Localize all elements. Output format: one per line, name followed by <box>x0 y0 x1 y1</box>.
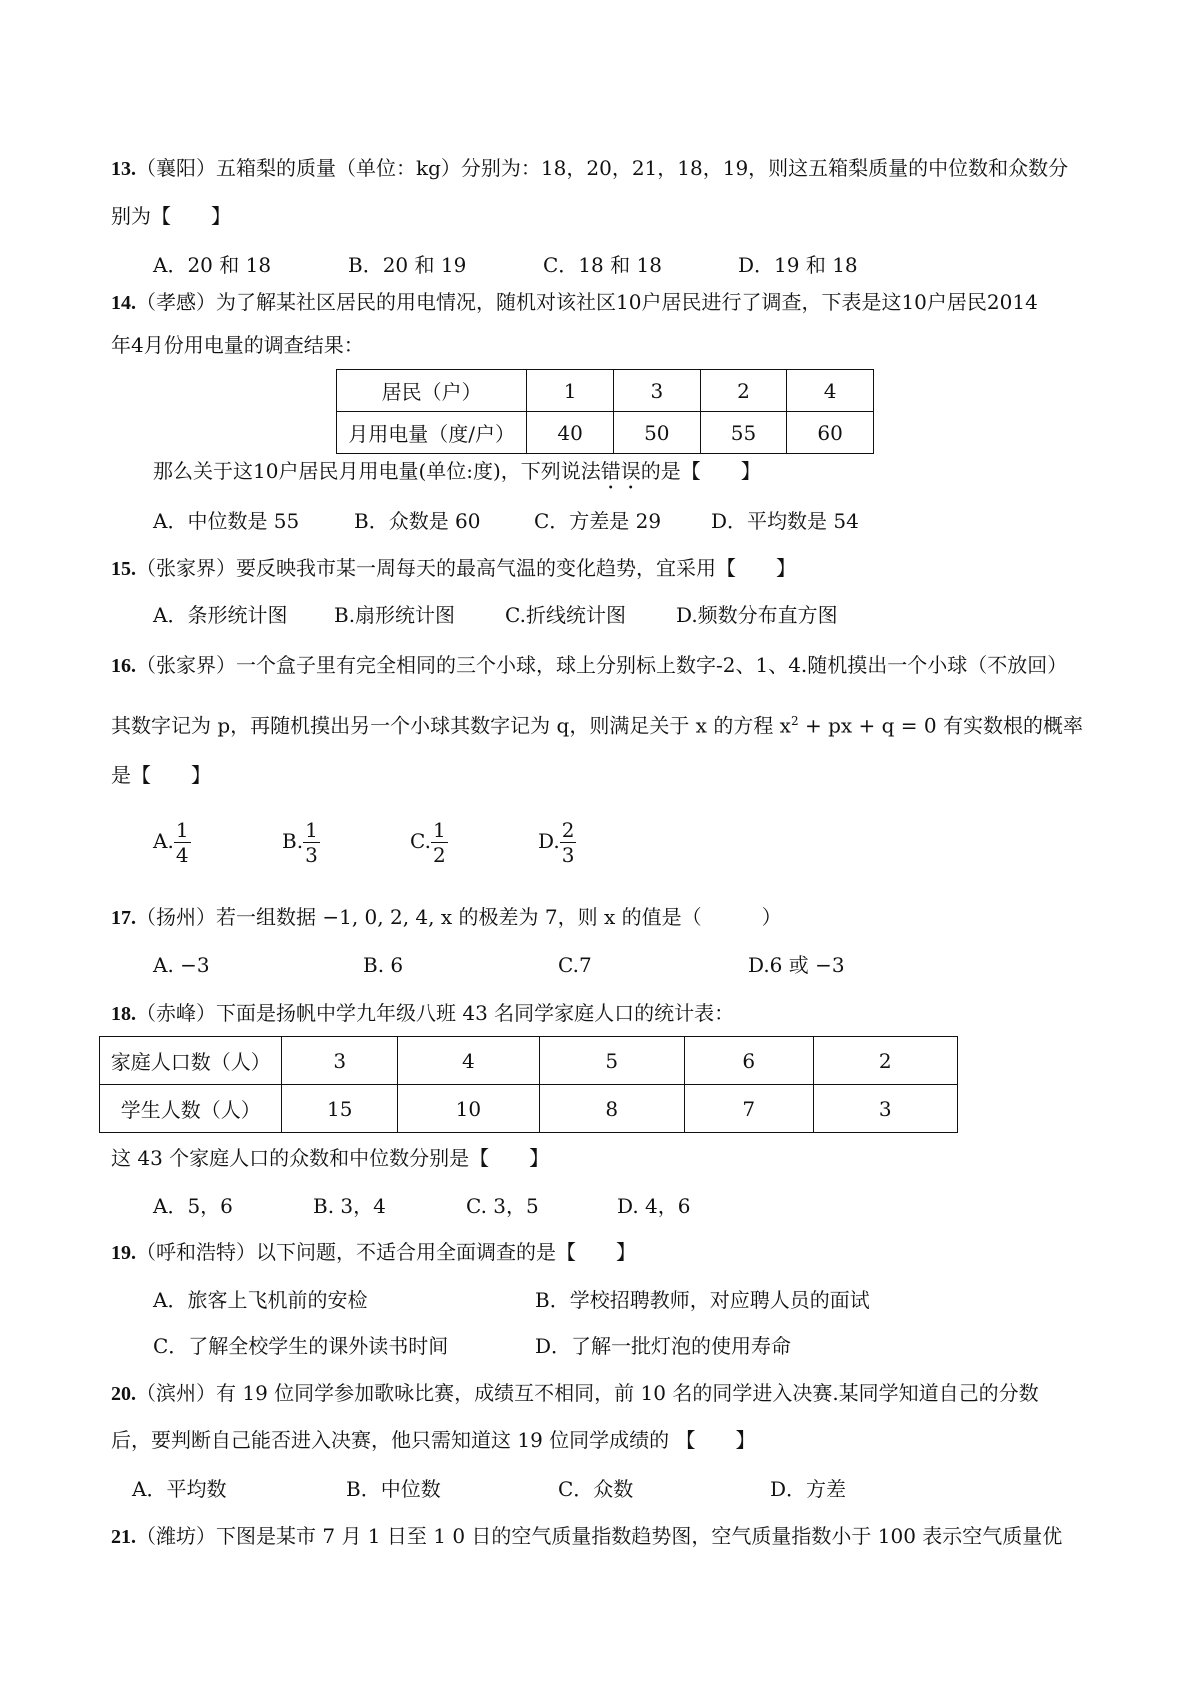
q18-option-c: C. 3，5 <box>466 1194 539 1218</box>
q20-option-d: D．方差 <box>770 1477 847 1501</box>
q13-option-d: D．19 和 18 <box>738 253 858 277</box>
q20-option-b: B．中位数 <box>346 1477 441 1501</box>
table-cell: 家庭人口数（人） <box>100 1037 282 1085</box>
option-label: A. <box>153 829 174 853</box>
q20-number: 20. <box>111 1383 136 1405</box>
q19-line1 <box>111 1239 636 1266</box>
denominator: 3 <box>561 843 575 867</box>
table-cell: 2 <box>700 370 787 412</box>
table-row <box>337 370 874 412</box>
q15-option-a: A．条形统计图 <box>153 603 288 627</box>
q16-text2a: 其数字记为 p，再随机摸出另一个小球其数字记为 q，则满足关于 x 的方程 x <box>111 713 791 738</box>
q14-emphasis: 错误 <box>600 459 641 483</box>
q17-text: （扬州）若一组数据 −1, 0, 2, 4, x 的极差为 7，则 x 的值是（ ） <box>136 905 782 929</box>
table-cell: 40 <box>527 412 614 454</box>
q16-option-a <box>153 818 191 867</box>
table-row <box>100 1037 958 1085</box>
q14-text: （孝感）为了解某社区居民的用电情况，随机对该社区10户居民进行了调查，下表是这10户居民2014 <box>136 290 1038 314</box>
table-cell: 7 <box>685 1085 814 1133</box>
numerator: 1 <box>305 818 318 842</box>
table-cell: 3 <box>813 1085 957 1133</box>
numerator: 2 <box>561 818 575 842</box>
q17-number: 17. <box>111 907 136 929</box>
q13-line2: 别为【 】 <box>111 204 231 228</box>
table-cell: 1 <box>527 370 614 412</box>
q16-exponent: 2 <box>790 714 799 728</box>
q19-option-c: C．了解全校学生的课外读书时间 <box>153 1334 449 1358</box>
table-cell: 居民（户） <box>337 370 527 412</box>
q18-line2: 这 43 个家庭人口的众数和中位数分别是【 】 <box>111 1146 550 1170</box>
q13-option-a: A．20 和 18 <box>153 253 272 277</box>
q16-option-d <box>538 818 576 867</box>
q14-number: 14. <box>111 292 136 314</box>
q16-line3: 是【 】 <box>111 763 211 787</box>
q18-text: （赤峰）下面是扬帆中学九年级八班 43 名同学家庭人口的统计表： <box>136 1001 735 1025</box>
q14-table <box>336 369 874 454</box>
table-cell: 5 <box>539 1037 684 1085</box>
q14-option-d: D．平均数是 54 <box>711 509 859 533</box>
q14-option-c: C．方差是 29 <box>534 509 662 533</box>
q13-text: （襄阳）五箱梨的质量（单位：kg）分别为：18，20，21，18，19，则这五箱梨质量的中位数和众数分 <box>136 156 1069 180</box>
q19-option-b: B．学校招聘教师，对应聘人员的面试 <box>535 1288 870 1312</box>
option-label: B. <box>282 829 304 853</box>
q15-line1 <box>111 555 796 582</box>
q14-option-b: B．众数是 60 <box>354 509 481 533</box>
table-cell: 8 <box>539 1085 684 1133</box>
denominator: 3 <box>305 843 318 867</box>
option-label: C. <box>410 829 431 853</box>
table-cell: 学生人数（人） <box>100 1085 282 1133</box>
q14-line3 <box>153 458 761 494</box>
q20-line1 <box>111 1380 1039 1407</box>
q19-option-a: A．旅客上飞机前的安检 <box>153 1288 368 1312</box>
table-cell: 4 <box>787 370 874 412</box>
q21-text: （潍坊）下图是某市 7 月 1 日至 1 0 日的空气质量指数趋势图，空气质量指数小于 100 表示空气质量优 <box>136 1524 1063 1548</box>
denominator: 4 <box>175 843 189 867</box>
fraction <box>431 818 448 867</box>
fraction <box>303 818 320 867</box>
table-row <box>337 412 874 454</box>
denominator: 2 <box>432 843 446 867</box>
table-cell: 3 <box>613 370 700 412</box>
q19-text: （呼和浩特）以下问题，不适合用全面调查的是【 】 <box>136 1240 636 1264</box>
table-cell: 3 <box>282 1037 398 1085</box>
q14-line2: 年4月份用电量的调查结果： <box>111 333 364 357</box>
table-cell: 2 <box>813 1037 957 1085</box>
table-cell: 6 <box>685 1037 814 1085</box>
q21-number: 21. <box>111 1526 136 1548</box>
numerator: 1 <box>432 818 446 842</box>
q14-text3c: 的是【 】 <box>640 459 761 483</box>
q16-line1 <box>111 652 1067 679</box>
q18-option-a: A．5，6 <box>153 1194 233 1218</box>
q15-option-c: C.折线统计图 <box>505 603 626 627</box>
q19-number: 19. <box>111 1242 136 1264</box>
q18-line1 <box>111 1000 734 1027</box>
q17-option-a: A. −3 <box>153 953 210 977</box>
q18-table <box>99 1036 958 1133</box>
fraction <box>174 818 191 867</box>
q14-text3a: 那么关于这10户居民月用电量(单位:度)，下列说法 <box>153 459 601 483</box>
q15-option-b: B.扇形统计图 <box>334 603 456 627</box>
q16-text: （张家界）一个盒子里有完全相同的三个小球，球上分别标上数字-2、1、4.随机摸出一个小球（不放回） <box>136 653 1068 677</box>
table-cell: 60 <box>787 412 874 454</box>
q17-option-d: D.6 或 −3 <box>748 953 845 977</box>
q16-option-b <box>282 818 320 867</box>
q16-line2 <box>111 708 1083 739</box>
q19-option-d: D．了解一批灯泡的使用寿命 <box>535 1334 792 1358</box>
table-cell: 月用电量（度/户） <box>337 412 527 454</box>
table-cell: 4 <box>398 1037 540 1085</box>
q20-option-a: A．平均数 <box>132 1477 227 1501</box>
q15-text: （张家界）要反映我市某一周每天的最高气温的变化趋势，宜采用【 】 <box>136 556 796 580</box>
fraction <box>560 818 577 867</box>
q17-line1 <box>111 904 782 931</box>
q13-number: 13. <box>111 158 136 180</box>
q16-text2b: + px + q = 0 有实数根的概率 <box>798 713 1083 738</box>
q18-option-d: D. 4，6 <box>617 1194 691 1218</box>
q13-line1 <box>111 155 1068 182</box>
option-label: D. <box>538 829 560 853</box>
q14-option-a: A．中位数是 55 <box>153 509 300 533</box>
table-cell: 10 <box>398 1085 540 1133</box>
q20-option-c: C．众数 <box>558 1477 634 1501</box>
q17-option-c: C.7 <box>558 953 592 977</box>
q15-option-d: D.频数分布直方图 <box>676 603 838 627</box>
q13-option-b: B．20 和 19 <box>348 253 467 277</box>
table-row <box>100 1085 958 1133</box>
q14-line1 <box>111 289 1038 316</box>
numerator: 1 <box>175 818 189 842</box>
q20-line2: 后，要判断自己能否进入决赛，他只需知道这 19 位同学成绩的 【 】 <box>111 1428 756 1452</box>
q16-number: 16. <box>111 655 136 677</box>
table-cell: 50 <box>613 412 700 454</box>
q13-option-c: C．18 和 18 <box>543 253 662 277</box>
q21-line1 <box>111 1523 1062 1550</box>
q16-option-c <box>410 818 448 867</box>
q15-number: 15. <box>111 558 136 580</box>
table-cell: 15 <box>282 1085 398 1133</box>
q18-number: 18. <box>111 1003 136 1025</box>
q18-option-b: B. 3，4 <box>313 1194 386 1218</box>
q17-option-b: B. 6 <box>363 953 404 977</box>
q20-text: （滨州）有 19 位同学参加歌咏比赛，成绩互不相同，前 10 名的同学进入决赛.某同学知道自己的分数 <box>136 1381 1039 1405</box>
table-cell: 55 <box>700 412 787 454</box>
